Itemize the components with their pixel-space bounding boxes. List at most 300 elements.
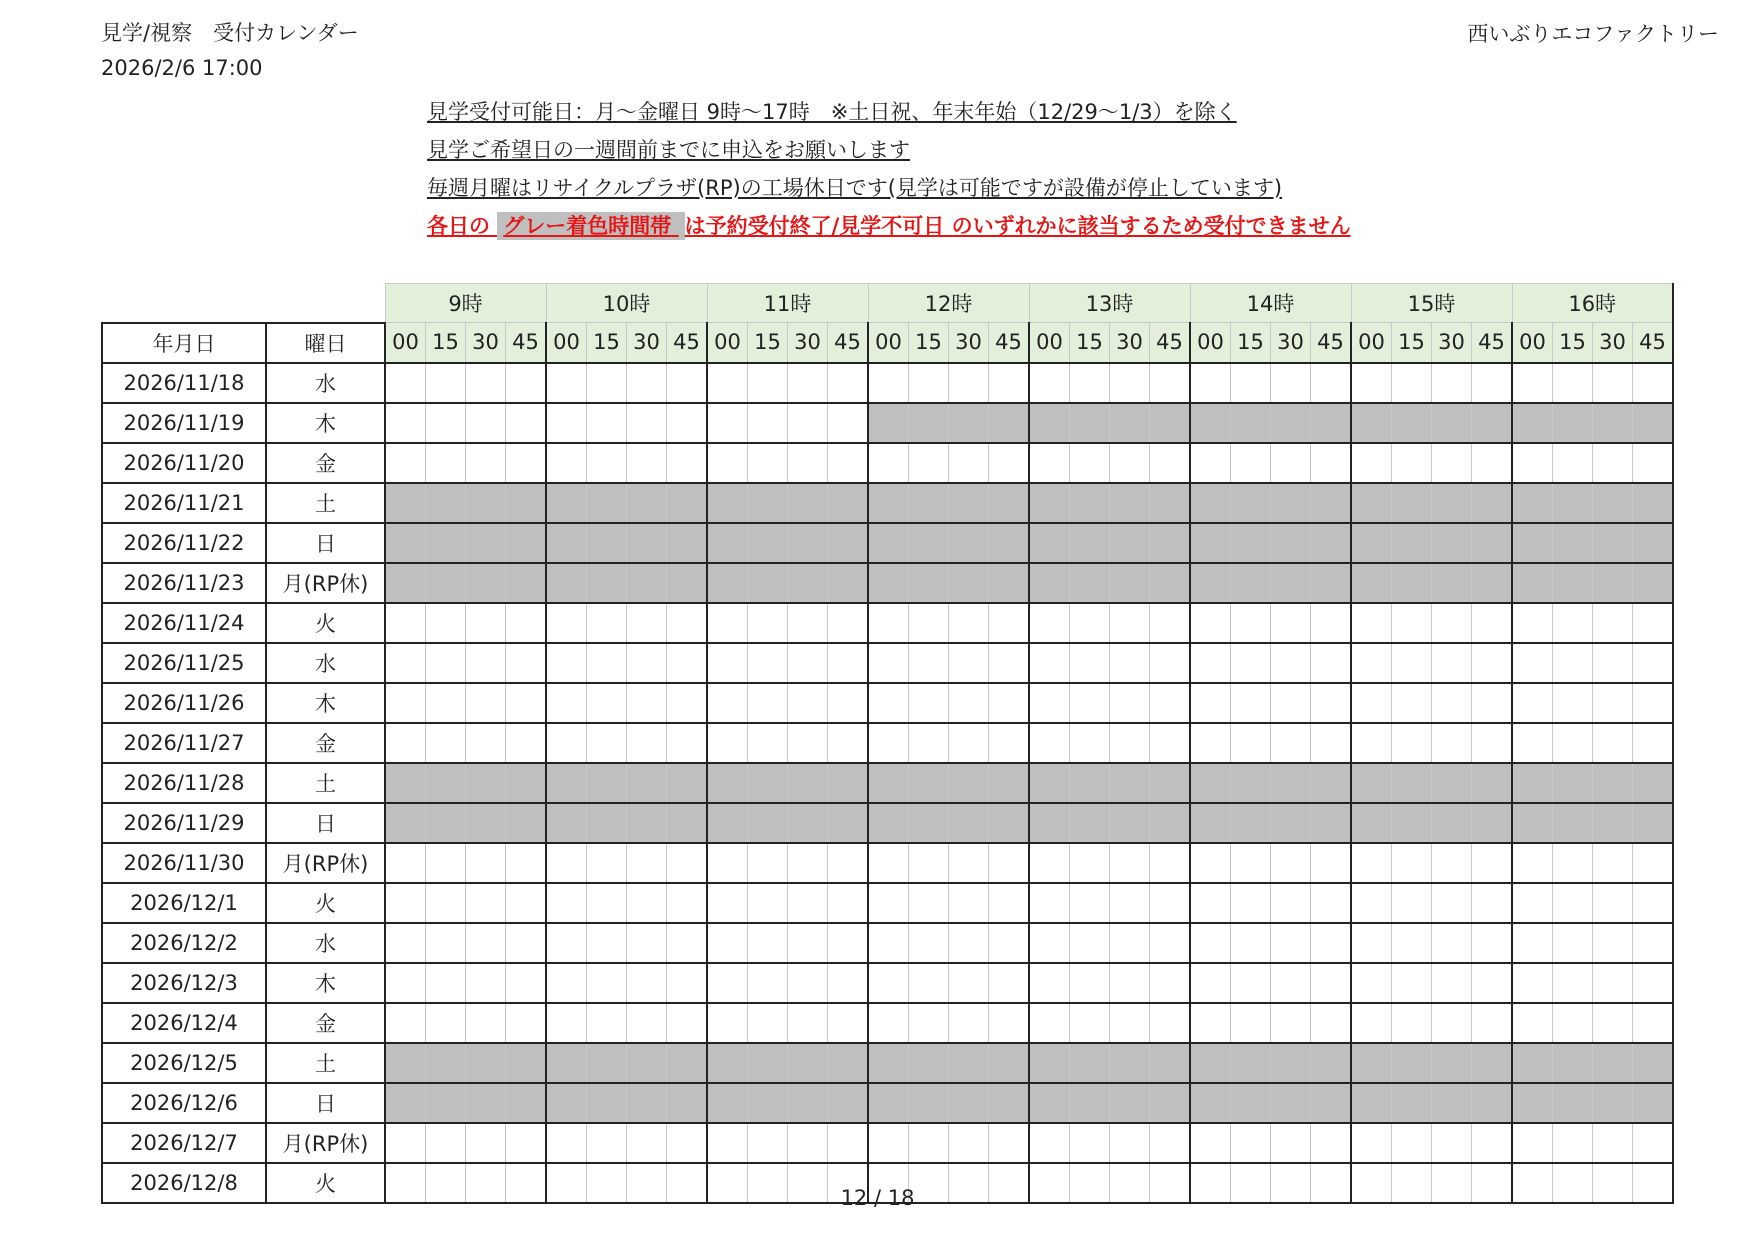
time-slot xyxy=(949,723,989,763)
notice-application-deadline: 見学ご希望日の一週間前までに申込をお願いします xyxy=(427,138,910,162)
date-cell: 2026/11/30 xyxy=(102,843,266,883)
notice-available-days: 見学受付可能日：月～金曜日 9時～17時 ※土日祝、年末年始（12/29～1/3）を除く xyxy=(427,100,1237,124)
time-slot-unavailable xyxy=(506,483,547,523)
time-slot xyxy=(1472,1003,1513,1043)
time-slot xyxy=(1392,1123,1432,1163)
time-slot-unavailable xyxy=(1070,563,1110,603)
time-slot xyxy=(1029,1123,1070,1163)
time-slot xyxy=(1190,603,1231,643)
time-slot-unavailable xyxy=(1553,1083,1593,1123)
time-slot xyxy=(1029,883,1070,923)
quarter-header: 45 xyxy=(828,323,869,363)
time-slot-unavailable xyxy=(1432,523,1472,563)
time-slot-unavailable xyxy=(1351,763,1392,803)
time-slot xyxy=(1392,603,1432,643)
time-slot xyxy=(788,1003,828,1043)
time-slot-unavailable xyxy=(1633,563,1674,603)
time-slot-unavailable xyxy=(1392,403,1432,443)
time-slot xyxy=(1472,643,1513,683)
time-slot xyxy=(1553,1123,1593,1163)
time-slot xyxy=(667,1123,708,1163)
time-slot xyxy=(1392,643,1432,683)
time-slot xyxy=(546,923,587,963)
time-slot xyxy=(506,883,547,923)
time-slot-unavailable xyxy=(1472,763,1513,803)
time-slot-unavailable xyxy=(627,763,667,803)
time-slot xyxy=(506,723,547,763)
weekday-cell: 土 xyxy=(266,483,385,523)
time-slot xyxy=(627,643,667,683)
weekday-cell: 日 xyxy=(266,523,385,563)
time-slot xyxy=(868,603,909,643)
time-slot-unavailable xyxy=(426,563,466,603)
weekday-cell: 水 xyxy=(266,363,385,403)
time-slot xyxy=(989,443,1030,483)
time-slot xyxy=(506,643,547,683)
time-slot xyxy=(1553,603,1593,643)
time-slot-unavailable xyxy=(748,523,788,563)
weekday-cell: 月(RP休) xyxy=(266,563,385,603)
time-slot-unavailable xyxy=(1150,403,1191,443)
time-slot xyxy=(868,643,909,683)
time-slot xyxy=(1392,963,1432,1003)
table-row xyxy=(102,483,1673,523)
time-slot xyxy=(949,603,989,643)
time-slot-unavailable xyxy=(909,1083,949,1123)
date-cell: 2026/12/5 xyxy=(102,1043,266,1083)
time-slot-unavailable xyxy=(1633,763,1674,803)
time-slot-unavailable xyxy=(546,523,587,563)
time-slot xyxy=(909,603,949,643)
time-slot-unavailable xyxy=(1150,1043,1191,1083)
time-slot xyxy=(1392,683,1432,723)
time-slot-unavailable xyxy=(1633,1043,1674,1083)
notice-grey-highlight: グレー着色時間帯 xyxy=(497,212,684,240)
time-slot-unavailable xyxy=(868,563,909,603)
time-slot xyxy=(1271,923,1311,963)
time-slot xyxy=(868,883,909,923)
quarter-header: 00 xyxy=(385,323,426,363)
time-slot-unavailable xyxy=(1472,483,1513,523)
hour-header: 16時 xyxy=(1512,284,1673,323)
time-slot-unavailable xyxy=(1029,803,1070,843)
time-slot-unavailable xyxy=(1311,1043,1352,1083)
time-slot xyxy=(909,723,949,763)
quarter-header: 15 xyxy=(1553,323,1593,363)
time-slot-unavailable xyxy=(1110,483,1150,523)
time-slot-unavailable xyxy=(748,483,788,523)
time-slot xyxy=(989,683,1030,723)
time-slot xyxy=(707,443,748,483)
weekday-cell: 木 xyxy=(266,683,385,723)
time-slot xyxy=(707,883,748,923)
time-slot xyxy=(1593,683,1633,723)
time-slot-unavailable xyxy=(1472,563,1513,603)
time-slot xyxy=(788,923,828,963)
table-row xyxy=(102,1043,1673,1083)
time-slot xyxy=(788,603,828,643)
time-slot xyxy=(1070,883,1110,923)
time-slot-unavailable xyxy=(989,563,1030,603)
time-slot-unavailable xyxy=(1512,523,1553,563)
time-slot xyxy=(1271,1003,1311,1043)
time-slot xyxy=(748,603,788,643)
time-slot xyxy=(506,843,547,883)
time-slot-unavailable xyxy=(1311,563,1352,603)
hour-header: 15時 xyxy=(1351,284,1512,323)
date-cell: 2026/11/23 xyxy=(102,563,266,603)
quarter-header: 00 xyxy=(1351,323,1392,363)
time-slot xyxy=(1110,843,1150,883)
time-slot xyxy=(1593,643,1633,683)
time-slot xyxy=(1110,1003,1150,1043)
time-slot xyxy=(1633,683,1674,723)
time-slot xyxy=(707,603,748,643)
time-slot xyxy=(1432,963,1472,1003)
time-slot-unavailable xyxy=(989,763,1030,803)
time-slot-unavailable xyxy=(1190,523,1231,563)
quarter-header: 30 xyxy=(627,323,667,363)
date-cell: 2026/11/21 xyxy=(102,483,266,523)
time-slot-unavailable xyxy=(989,1083,1030,1123)
quarter-header: 15 xyxy=(909,323,949,363)
time-slot xyxy=(627,963,667,1003)
time-slot xyxy=(909,843,949,883)
time-slot xyxy=(828,883,869,923)
time-slot xyxy=(1150,923,1191,963)
time-slot xyxy=(949,363,989,403)
time-slot-unavailable xyxy=(506,803,547,843)
time-slot-unavailable xyxy=(466,1083,506,1123)
time-slot xyxy=(546,843,587,883)
time-slot-unavailable xyxy=(1351,563,1392,603)
time-slot-unavailable xyxy=(627,523,667,563)
time-slot xyxy=(707,683,748,723)
time-slot xyxy=(466,923,506,963)
time-slot xyxy=(1190,963,1231,1003)
time-slot xyxy=(1593,363,1633,403)
time-slot-unavailable xyxy=(1110,563,1150,603)
date-cell: 2026/11/29 xyxy=(102,803,266,843)
time-slot-unavailable xyxy=(1070,803,1110,843)
time-slot xyxy=(1311,723,1352,763)
time-slot xyxy=(1150,443,1191,483)
time-slot xyxy=(1553,363,1593,403)
time-slot xyxy=(707,1003,748,1043)
time-slot xyxy=(385,643,426,683)
time-slot xyxy=(788,883,828,923)
time-slot xyxy=(1512,963,1553,1003)
time-slot-unavailable xyxy=(1593,763,1633,803)
quarter-header: 30 xyxy=(1110,323,1150,363)
time-slot-unavailable xyxy=(667,803,708,843)
time-slot xyxy=(1231,723,1271,763)
time-slot xyxy=(506,363,547,403)
time-slot-unavailable xyxy=(1392,563,1432,603)
quarter-header: 30 xyxy=(1593,323,1633,363)
time-slot xyxy=(1271,963,1311,1003)
time-slot xyxy=(426,403,466,443)
weekday-cell: 金 xyxy=(266,443,385,483)
time-slot xyxy=(426,923,466,963)
time-slot xyxy=(587,1123,627,1163)
quarter-header: 30 xyxy=(1432,323,1472,363)
time-slot-unavailable xyxy=(949,803,989,843)
time-slot-unavailable xyxy=(1633,403,1674,443)
time-slot xyxy=(546,603,587,643)
time-slot-unavailable xyxy=(868,1043,909,1083)
time-slot-unavailable xyxy=(949,1083,989,1123)
time-slot-unavailable xyxy=(1231,1043,1271,1083)
time-slot xyxy=(949,1123,989,1163)
weekday-cell: 火 xyxy=(266,1163,385,1203)
time-slot-unavailable xyxy=(1150,523,1191,563)
time-slot xyxy=(1029,923,1070,963)
time-slot-unavailable xyxy=(466,563,506,603)
time-slot xyxy=(385,683,426,723)
time-slot xyxy=(707,643,748,683)
time-slot-unavailable xyxy=(627,483,667,523)
time-slot xyxy=(1392,723,1432,763)
time-slot-unavailable xyxy=(1593,483,1633,523)
time-slot-unavailable xyxy=(1070,483,1110,523)
time-slot-unavailable xyxy=(1070,523,1110,563)
time-slot xyxy=(707,963,748,1003)
quarter-header: 15 xyxy=(1392,323,1432,363)
time-slot xyxy=(1472,843,1513,883)
time-slot-unavailable xyxy=(828,483,869,523)
time-slot xyxy=(909,963,949,1003)
time-slot-unavailable xyxy=(1392,1083,1432,1123)
time-slot xyxy=(1190,923,1231,963)
time-slot-unavailable xyxy=(1432,403,1472,443)
time-slot xyxy=(1029,723,1070,763)
time-slot xyxy=(1593,723,1633,763)
time-slot-unavailable xyxy=(506,1083,547,1123)
time-slot xyxy=(748,643,788,683)
time-slot xyxy=(868,843,909,883)
quarter-header: 00 xyxy=(1029,323,1070,363)
time-slot xyxy=(1070,923,1110,963)
time-slot xyxy=(707,723,748,763)
date-cell: 2026/12/4 xyxy=(102,1003,266,1043)
date-cell: 2026/12/2 xyxy=(102,923,266,963)
time-slot xyxy=(667,923,708,963)
print-datetime: 2026/2/6 17:00 xyxy=(101,56,263,80)
time-slot xyxy=(1432,883,1472,923)
time-slot-unavailable xyxy=(466,763,506,803)
time-slot-unavailable xyxy=(1351,483,1392,523)
time-slot xyxy=(828,363,869,403)
time-slot-unavailable xyxy=(1271,803,1311,843)
time-slot-unavailable xyxy=(1271,1043,1311,1083)
time-slot-unavailable xyxy=(385,1083,426,1123)
table-row xyxy=(102,763,1673,803)
time-slot-unavailable xyxy=(1553,563,1593,603)
time-slot xyxy=(1029,643,1070,683)
time-slot-unavailable xyxy=(868,403,909,443)
time-slot xyxy=(989,923,1030,963)
time-slot xyxy=(385,923,426,963)
time-slot-unavailable xyxy=(1432,1083,1472,1123)
time-slot xyxy=(1351,1123,1392,1163)
time-slot-unavailable xyxy=(546,803,587,843)
time-slot xyxy=(788,963,828,1003)
time-slot xyxy=(1231,363,1271,403)
time-slot-unavailable xyxy=(1231,563,1271,603)
time-slot xyxy=(1593,923,1633,963)
time-slot xyxy=(466,683,506,723)
time-slot-unavailable xyxy=(385,763,426,803)
time-slot-unavailable xyxy=(1150,1083,1191,1123)
time-slot xyxy=(1311,1003,1352,1043)
time-slot xyxy=(1231,1123,1271,1163)
notice-grey-suffix: は予約受付終了/見学不可日 のいずれかに該当するため受付できません xyxy=(684,214,1351,238)
time-slot xyxy=(1029,683,1070,723)
time-slot-unavailable xyxy=(1271,403,1311,443)
time-slot xyxy=(1271,883,1311,923)
time-slot xyxy=(1432,843,1472,883)
time-slot-unavailable xyxy=(949,483,989,523)
time-slot xyxy=(1311,363,1352,403)
time-slot-unavailable xyxy=(1593,523,1633,563)
date-cell: 2026/12/7 xyxy=(102,1123,266,1163)
time-slot-unavailable xyxy=(1633,523,1674,563)
time-slot-unavailable xyxy=(828,1043,869,1083)
time-slot-unavailable xyxy=(506,763,547,803)
time-slot xyxy=(587,683,627,723)
time-slot-unavailable xyxy=(989,403,1030,443)
time-slot-unavailable xyxy=(587,1043,627,1083)
time-slot-unavailable xyxy=(1553,803,1593,843)
time-slot xyxy=(868,963,909,1003)
time-slot xyxy=(426,603,466,643)
weekday-cell: 水 xyxy=(266,643,385,683)
time-slot xyxy=(1110,643,1150,683)
time-slot xyxy=(989,1003,1030,1043)
table-row xyxy=(102,1003,1673,1043)
hour-header-row xyxy=(102,284,1673,323)
time-slot-unavailable xyxy=(587,563,627,603)
weekday-cell: 日 xyxy=(266,803,385,843)
time-slot xyxy=(506,683,547,723)
time-slot-unavailable xyxy=(707,1083,748,1123)
time-slot xyxy=(1311,443,1352,483)
time-slot-unavailable xyxy=(1029,563,1070,603)
date-cell: 2026/11/19 xyxy=(102,403,266,443)
time-slot xyxy=(587,443,627,483)
time-slot-unavailable xyxy=(587,1083,627,1123)
date-cell: 2026/12/1 xyxy=(102,883,266,923)
time-slot xyxy=(909,683,949,723)
time-slot xyxy=(748,923,788,963)
time-slot-unavailable xyxy=(1432,803,1472,843)
time-slot-unavailable xyxy=(748,763,788,803)
time-slot-unavailable xyxy=(949,523,989,563)
time-slot xyxy=(1432,1003,1472,1043)
date-cell: 2026/11/22 xyxy=(102,523,266,563)
quarter-header: 00 xyxy=(868,323,909,363)
time-slot-unavailable xyxy=(667,563,708,603)
time-slot xyxy=(587,403,627,443)
time-slot xyxy=(748,1123,788,1163)
time-slot xyxy=(828,843,869,883)
time-slot-unavailable xyxy=(1190,803,1231,843)
time-slot xyxy=(868,443,909,483)
time-slot-unavailable xyxy=(909,1043,949,1083)
time-slot xyxy=(909,643,949,683)
time-slot xyxy=(1472,963,1513,1003)
date-cell: 2026/11/25 xyxy=(102,643,266,683)
time-slot-unavailable xyxy=(546,763,587,803)
time-slot-unavailable xyxy=(546,563,587,603)
time-slot-unavailable xyxy=(506,1043,547,1083)
time-slot xyxy=(1472,603,1513,643)
notice-grey-prefix: 各日の xyxy=(427,214,498,238)
time-slot xyxy=(1190,883,1231,923)
quarter-header: 45 xyxy=(1150,323,1191,363)
time-slot xyxy=(1432,603,1472,643)
date-cell: 2026/11/26 xyxy=(102,683,266,723)
time-slot xyxy=(385,843,426,883)
time-slot xyxy=(587,603,627,643)
time-slot-unavailable xyxy=(788,763,828,803)
weekday-cell: 月(RP休) xyxy=(266,1123,385,1163)
time-slot-unavailable xyxy=(909,483,949,523)
time-slot xyxy=(1190,443,1231,483)
time-slot xyxy=(466,843,506,883)
time-slot xyxy=(1512,883,1553,923)
time-slot xyxy=(1633,363,1674,403)
time-slot xyxy=(1351,883,1392,923)
time-slot xyxy=(466,643,506,683)
time-slot xyxy=(466,603,506,643)
time-slot-unavailable xyxy=(1271,1083,1311,1123)
time-slot xyxy=(949,883,989,923)
time-slot xyxy=(1351,843,1392,883)
hour-header: 10時 xyxy=(546,284,707,323)
time-slot xyxy=(426,443,466,483)
weekday-cell: 火 xyxy=(266,603,385,643)
time-slot xyxy=(1553,963,1593,1003)
time-slot xyxy=(667,363,708,403)
time-slot xyxy=(748,963,788,1003)
time-slot xyxy=(1150,363,1191,403)
time-slot-unavailable xyxy=(1231,523,1271,563)
time-slot xyxy=(828,963,869,1003)
time-slot xyxy=(1633,643,1674,683)
time-slot xyxy=(627,403,667,443)
time-slot-unavailable xyxy=(909,803,949,843)
time-slot xyxy=(506,1123,547,1163)
time-slot xyxy=(1351,363,1392,403)
time-slot-unavailable xyxy=(1231,403,1271,443)
time-slot xyxy=(1633,963,1674,1003)
time-slot-unavailable xyxy=(466,803,506,843)
hour-header: 12時 xyxy=(868,284,1029,323)
quarter-header: 15 xyxy=(1231,323,1271,363)
page-number: 12 / 18 xyxy=(840,1186,915,1210)
time-slot-unavailable xyxy=(426,523,466,563)
time-slot xyxy=(667,883,708,923)
time-slot xyxy=(667,723,708,763)
time-slot xyxy=(1150,1123,1191,1163)
time-slot xyxy=(1271,443,1311,483)
time-slot xyxy=(1190,683,1231,723)
time-slot xyxy=(989,1123,1030,1163)
time-slot-unavailable xyxy=(1512,763,1553,803)
time-slot-unavailable xyxy=(466,483,506,523)
